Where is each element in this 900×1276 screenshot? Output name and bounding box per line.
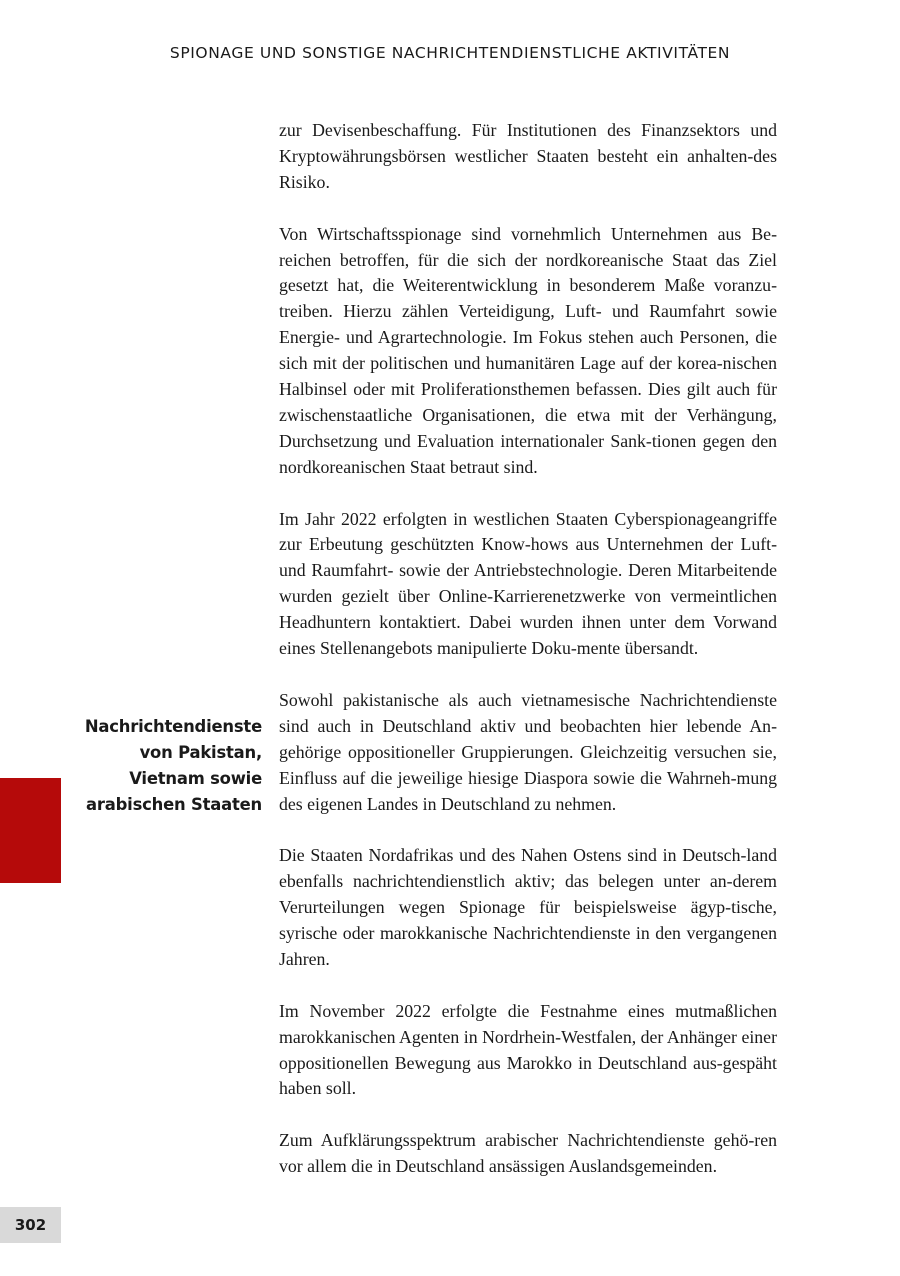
margin-heading (80, 714, 262, 818)
margin-heading-line: Nachrichtendienste (84, 717, 262, 736)
paragraph-cyberspionage-2022: Im Jahr 2022 erfolgten in westlichen Staaten Cyberspionageangriffe zur Erbeutung geschützten Know-hows aus Unternehmen der Luft- und Raumfahrt- sowie der Antriebstechnologie. Deren Mitarbeitende wurden gezielt über Online-Karrierenetzwerke von vermeintlichen Headhuntern kontaktiert. Dabei wurden ihnen unter dem Vorwand eines Stellenangebots manipulierte Doku-mente übersandt. (279, 508, 777, 659)
page-number: 302 (0, 1207, 61, 1243)
chapter-marker-tab (0, 778, 61, 883)
running-header: SPIONAGE UND SONSTIGE NACHRICHTENDIENSTLICHE AKTIVITÄTEN (169, 44, 731, 62)
body-text-column (279, 118, 777, 1180)
paragraph-aufklaerungsspektrum: Zum Aufklärungsspektrum arabischer Nachrichtendienste gehö-ren vor allem die in Deutschland ansässigen Auslandsgemeinden. (279, 1130, 777, 1177)
paragraph-festnahme-2022: Im November 2022 erfolgte die Festnahme eines mutmaßlichen marokkanischen Agenten in Nordrhein-Westfalen, der Anhänger einer oppositionellen Bewegung aus Marokko in Deutschland aus-gespäht haben soll. (279, 1000, 777, 1099)
paragraph-nordafrika-nahost: Die Staaten Nordafrikas und des Nahen Ostens sind in Deutsch-land ebenfalls nachrichtendienstlich aktiv; das belegen unter an-derem Verurteilungen wegen Spionage für beispielsweise ägyp-tische, syrische oder marokkanische Nachrichtendienste in den vergangenen Jahren. (279, 845, 777, 969)
margin-heading-line: Vietnam sowie (129, 768, 262, 788)
paragraph-wirtschaftsspionage: Von Wirtschaftsspionage sind vornehmlich Unternehmen aus Be-reichen betroffen, für die sich der nordkoreanische Staat das Ziel gesetzt hat, die Weiterentwicklung in besonderem Maße voranzu-treiben. Hierzu zählen Verteidigung, Luft- und Raumfahrt sowie Energie- und Agrartechnologie. Im Fokus stehen auch Personen, die sich mit der politischen und humanitären Lage auf der korea-nischen Halbinsel oder mit Proliferationsthemen befassen. Dies gilt auch für zwischenstaatliche Organisationen, die etwa mit der Verhängung, Durchsetzung und Evaluation internationaler Sank-tionen gegen den nordkoreanischen Staat betraut sind. (279, 223, 777, 477)
paragraph-pakistan-vietnam: Sowohl pakistanische als auch vietnamesische Nachrichtendienste sind auch in Deutschland aktiv und beobachten hier lebende An-gehörige oppositioneller Gruppierungen. Gleichzeitig versuchen sie, Einfluss auf die jeweilige hiesige Diaspora sowie die Wahrneh-mung des eigenen Landes in Deutschland zu nehmen. (279, 689, 777, 814)
margin-heading-line: von Pakistan, (139, 742, 262, 762)
margin-heading-line: arabischen Staaten (86, 794, 262, 814)
paragraph-devisen: zur Devisenbeschaffung. Für Institutionen des Finanzsektors und Kryptowährungsbörsen westlicher Staaten besteht ein anhalten-des Risiko. (279, 120, 777, 192)
